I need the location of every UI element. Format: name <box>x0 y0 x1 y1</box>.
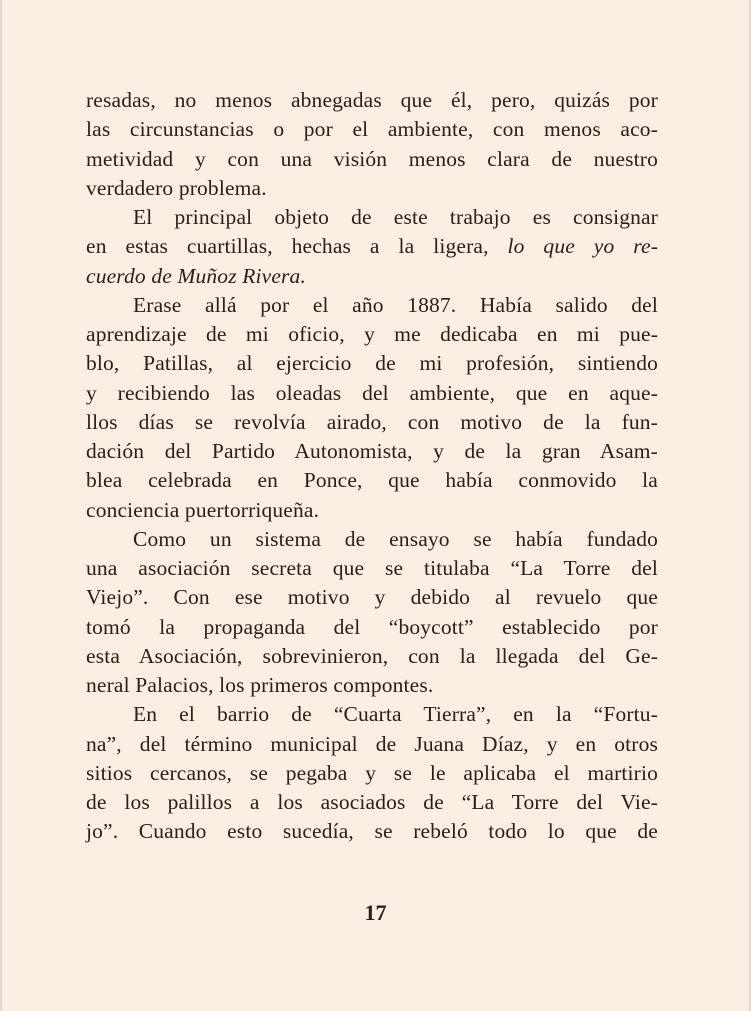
paragraph <box>86 291 658 525</box>
page-number: 17 <box>364 900 387 925</box>
text-line <box>86 349 658 378</box>
text-line <box>86 291 658 320</box>
text-line <box>86 700 658 729</box>
text-segment: jo”. Cuando esto sucedía, se rebeló todo lo que de <box>86 819 658 844</box>
text-segment: en estas cuartillas, hechas a la ligera, <box>86 234 508 259</box>
text-line <box>86 759 658 788</box>
text-line <box>86 379 658 408</box>
paragraph <box>86 86 658 203</box>
text-segment: y recibiendo las oleadas del ambiente, que en aque- <box>86 380 658 405</box>
text-line <box>86 174 658 203</box>
text-line <box>86 496 658 525</box>
text-line <box>86 525 658 554</box>
text-segment: las circunstancias o por el ambiente, con menos aco- <box>86 117 658 142</box>
text-segment: llos días se revolvía airado, con motivo de la fun- <box>86 409 658 434</box>
italic-text: lo que yo re- <box>507 234 659 259</box>
text-line <box>86 613 658 642</box>
text-line <box>86 86 658 115</box>
text-segment: conciencia puertorriqueña. <box>86 497 320 522</box>
text-segment: resadas, no menos abnegadas que él, pero, quizás por <box>86 88 658 112</box>
text-line <box>86 408 658 437</box>
text-segment: verdadero problema. <box>86 175 267 200</box>
italic-text: cuerdo de Muñoz Rivera. <box>86 263 306 288</box>
text-line <box>86 115 658 144</box>
paragraph <box>86 700 658 846</box>
text-segment: neral Palacios, los primeros compontes. <box>86 673 434 697</box>
text-line <box>86 262 658 291</box>
text-segment: una asociación secreta que se titulaba “La Torre del <box>86 556 658 580</box>
text-segment: En el barrio de “Cuarta Tierra”, en la “Fortu- <box>133 702 658 727</box>
paragraph <box>86 525 658 701</box>
text-line <box>86 554 658 583</box>
text-segment: tomó la propaganda del “boycott” establecido por <box>86 614 658 639</box>
text-segment: El principal objeto de este trabajo es consignar <box>133 205 658 229</box>
text-segment: blea celebrada en Ponce, que había conmovido la <box>86 468 658 493</box>
text-segment: dación del Partido Autonomista, y de la gran Asam- <box>86 439 658 463</box>
text-segment: na”, del término municipal de Juana Díaz, y en otros <box>86 731 658 756</box>
text-segment: de los palillos a los asociados de “La Torre del Vie- <box>86 790 658 814</box>
text-line <box>86 466 658 495</box>
body-text <box>86 86 658 847</box>
text-segment: sitios cercanos, se pegaba y se le aplicaba el martirio <box>86 760 658 785</box>
text-line <box>86 583 658 612</box>
text-line <box>86 817 658 846</box>
text-segment: Erase allá por el año 1887. Había salido del <box>133 292 658 317</box>
text-segment: Como un sistema de ensayo se había fundado <box>133 526 658 551</box>
text-segment: esta Asociación, sobrevinieron, con la llegada del Ge- <box>86 643 658 668</box>
text-line <box>86 671 658 700</box>
text-line <box>86 730 658 759</box>
text-line <box>86 203 658 232</box>
text-line <box>86 320 658 349</box>
paragraph <box>86 203 658 291</box>
text-line <box>86 642 658 671</box>
text-line <box>86 437 658 466</box>
text-segment: metividad y con una visión menos clara de nuestro <box>86 146 658 171</box>
text-line <box>86 145 658 174</box>
text-segment: blo, Patillas, al ejercicio de mi profesión, sintiendo <box>86 351 658 376</box>
text-segment: aprendizaje de mi oficio, y me dedicaba en mi pue- <box>86 322 658 346</box>
text-line <box>86 788 658 817</box>
text-segment: Viejo”. Con ese motivo y debido al revuelo que <box>86 585 658 610</box>
text-line <box>86 232 658 261</box>
